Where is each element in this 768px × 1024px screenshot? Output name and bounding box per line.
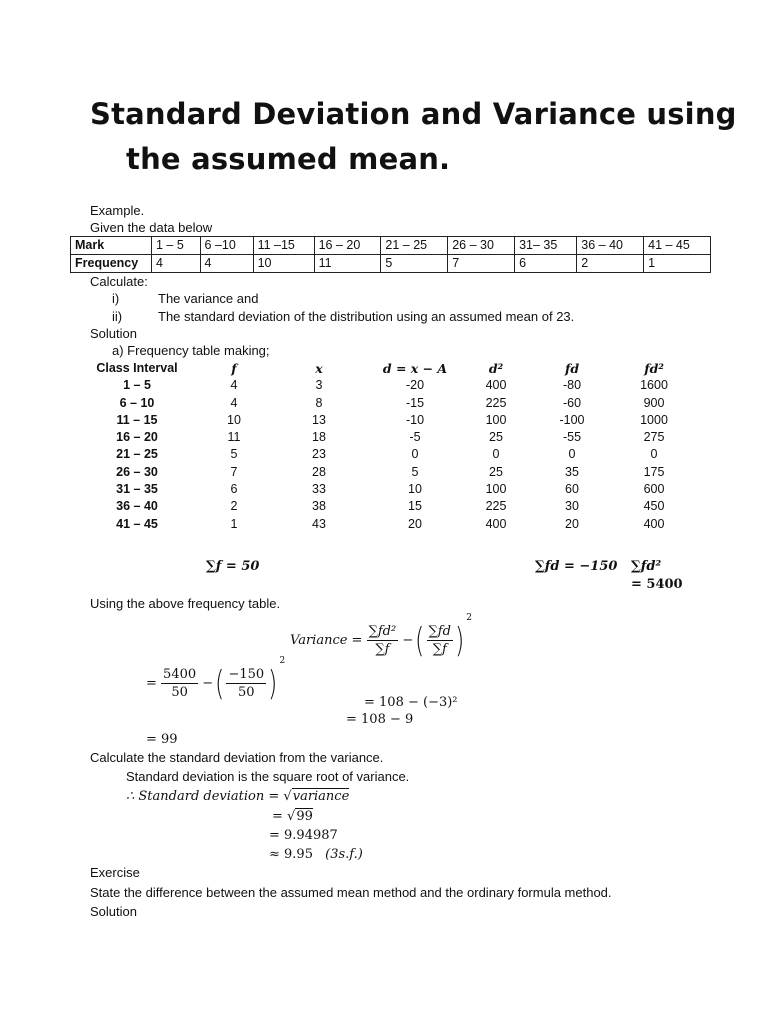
header-fd: fd: [564, 361, 580, 376]
d-cell: 10: [408, 482, 422, 497]
sd-sig-figs: (3s.f.): [325, 847, 363, 862]
fraction-5400-50: [161, 666, 198, 701]
part-a-label: a) Frequency table making;: [112, 343, 270, 358]
mark-cell: 31– 35: [515, 237, 577, 255]
fd-cell: -100: [559, 412, 585, 427]
x-cell: 28: [312, 464, 326, 479]
fd2-cell: 600: [643, 482, 665, 497]
sum-fd: ∑fd = −150: [535, 559, 618, 574]
frequency-cell: 7: [448, 255, 515, 273]
page-title-line1: Standard Deviation and Variance using: [90, 97, 737, 131]
fd-cell: -55: [562, 430, 582, 445]
d-cell: 15: [408, 499, 422, 514]
sd-approx-value: ≈ 9.95: [269, 847, 313, 862]
marks-row: [71, 237, 711, 255]
sqrt-icon: √: [283, 789, 292, 804]
d-cell: -20: [405, 378, 425, 393]
variance-step: = 108 − (−3)²: [364, 695, 458, 710]
f-cell: 1: [230, 516, 238, 531]
f-cell: 6: [230, 482, 238, 497]
header-x: x: [315, 361, 323, 376]
fd-cell: 35: [565, 464, 579, 479]
calculate-item-num: i): [112, 291, 120, 306]
variance-lhs: Variance =: [290, 633, 363, 648]
frequency-row: [71, 255, 711, 273]
header-fd2: fd²: [644, 361, 664, 376]
frequency-table-row: [94, 429, 694, 446]
class-interval-cell: 16 – 20: [116, 430, 158, 445]
mark-cell: 26 – 30: [448, 237, 515, 255]
d2-cell: 225: [485, 395, 507, 410]
calculate-item-num: ii): [112, 309, 123, 324]
using-text: Using the above frequency table.: [90, 596, 281, 611]
f-cell: 5: [230, 447, 238, 462]
frequency-table-row: [94, 464, 694, 481]
mark-cell: 1 – 5: [152, 237, 201, 255]
fraction-numerator: ∑fd²: [368, 624, 397, 639]
frequency-cell: 2: [577, 255, 644, 273]
x-cell: 38: [312, 499, 326, 514]
exercise-label: Exercise: [90, 865, 140, 880]
d-cell: 20: [408, 516, 422, 531]
frequency-cell: 4: [200, 255, 253, 273]
d-cell: 5: [411, 464, 419, 479]
frequency-table-header: [94, 360, 694, 377]
solution-label: Solution: [90, 326, 137, 341]
frequency-cell: 10: [253, 255, 314, 273]
x-cell: 23: [312, 447, 326, 462]
mark-cell: 11 –15: [253, 237, 314, 255]
d2-cell: 100: [485, 482, 507, 497]
header-d: d = x − A: [382, 361, 448, 376]
calc-sd-text: Calculate the standard deviation from the variance.: [90, 750, 384, 765]
x-cell: 13: [312, 412, 326, 427]
class-interval-cell: 31 – 35: [116, 482, 158, 497]
header-class-interval: Class Interval: [96, 361, 178, 375]
fraction-sumfd2-sumf: [367, 623, 399, 658]
fd-cell: -80: [562, 378, 582, 393]
fraction-denominator: ∑f: [432, 642, 447, 657]
fd-cell: -60: [562, 395, 582, 410]
class-interval-cell: 36 – 40: [116, 499, 158, 514]
sd-root-text: Standard deviation is the square root of variance.: [126, 769, 410, 784]
fd2-cell: 400: [643, 516, 665, 531]
d2-cell: 225: [485, 499, 507, 514]
example-label: Example.: [90, 203, 145, 218]
frequency-table-row: [94, 516, 694, 533]
calculate-item-text: The variance and: [158, 291, 259, 306]
variance-substitution: = $\frac{5400}{50}$ −( $\frac{-150}{50}$ )$^2$: [146, 656, 286, 704]
d2-cell: 25: [489, 430, 503, 445]
fd2-cell: 450: [643, 499, 665, 514]
sum-f: ∑f = 50: [206, 559, 260, 574]
fd2-cell: 175: [643, 464, 665, 479]
x-cell: 33: [312, 482, 326, 497]
fd2-cell: 1000: [640, 412, 668, 427]
variance-formula: Variance = $\frac{\text{∑fd²}}{\sum f}$ −( $\frac{\sum fd}{\sum f}$ )$^2$: [290, 613, 472, 661]
sd-step-sqrt: = √99: [272, 809, 313, 824]
frequency-table-row: [94, 377, 694, 394]
d-cell: -15: [405, 395, 425, 410]
fd-cell: 60: [565, 482, 579, 497]
d2-cell: 100: [485, 412, 507, 427]
frequency-table-row: [94, 412, 694, 429]
frequency-table-row: [94, 395, 694, 412]
f-cell: 2: [230, 499, 238, 514]
f-cell: 4: [230, 378, 238, 393]
f-cell: 11: [227, 430, 241, 445]
x-cell: 3: [315, 378, 323, 393]
fraction-numerator: ∑fd: [428, 624, 451, 639]
exercise-solution-label: Solution: [90, 904, 137, 919]
given-data-table: [70, 236, 711, 273]
exercise-text: State the difference between the assumed mean method and the ordinary formula method.: [90, 885, 612, 900]
frequency-table: [94, 360, 694, 533]
mark-label: Mark: [71, 237, 152, 255]
f-cell: 10: [227, 412, 241, 427]
header-f: f: [231, 361, 237, 376]
fraction-denominator: ∑f: [375, 642, 390, 657]
sd-formula: [126, 789, 349, 804]
fd2-cell: 0: [650, 447, 658, 462]
x-cell: 43: [312, 516, 326, 531]
f-cell: 7: [230, 464, 238, 479]
d-cell: -5: [409, 430, 421, 445]
sd-approx: [269, 847, 363, 862]
calculate-item-text: The standard deviation of the distribution using an assumed mean of 23.: [158, 309, 575, 324]
fraction-numerator: 5400: [163, 667, 197, 682]
d2-cell: 400: [485, 378, 507, 393]
fraction-numerator: −150: [228, 667, 265, 682]
d2-cell: 25: [489, 464, 503, 479]
class-interval-cell: 26 – 30: [116, 464, 158, 479]
fraction-denominator: 50: [238, 685, 255, 700]
class-interval-cell: 21 – 25: [116, 447, 158, 462]
variance-step: = 108 − 9: [346, 712, 414, 727]
sum-fd2-value: = 5400: [631, 577, 683, 592]
class-interval-cell: 1 – 5: [123, 378, 151, 393]
mark-cell: 21 – 25: [381, 237, 448, 255]
given-text: Given the data below: [90, 220, 213, 235]
mark-cell: 6 –10: [200, 237, 253, 255]
fd-cell: 20: [565, 516, 579, 531]
class-interval-cell: 6 – 10: [119, 395, 155, 410]
variance-result: = 99: [146, 732, 178, 747]
x-cell: 8: [315, 395, 323, 410]
calculate-label: Calculate:: [90, 274, 148, 289]
mark-cell: 16 – 20: [314, 237, 381, 255]
frequency-cell: 5: [381, 255, 448, 273]
fd2-cell: 900: [643, 395, 665, 410]
fd2-cell: 1600: [640, 378, 668, 393]
class-interval-cell: 41 – 45: [116, 516, 158, 531]
class-interval-cell: 11 – 15: [116, 412, 158, 427]
d2-cell: 0: [492, 447, 500, 462]
sd-step: = 9.94987: [269, 828, 338, 843]
fd2-cell: 275: [643, 430, 665, 445]
fraction-neg150-50: [226, 666, 266, 701]
sd-step-radicand: 99: [296, 809, 313, 824]
frequency-cell: 1: [644, 255, 711, 273]
x-cell: 18: [312, 430, 326, 445]
frequency-table-row: [94, 481, 694, 498]
fraction-sumfd-sumf: [427, 623, 453, 658]
header-d2: d²: [488, 361, 504, 376]
frequency-cell: 4: [152, 255, 201, 273]
d2-cell: 400: [485, 516, 507, 531]
mark-cell: 36 – 40: [577, 237, 644, 255]
sd-lhs: ∴ Standard deviation =: [126, 789, 280, 804]
frequency-label: Frequency: [71, 255, 152, 273]
fd-cell: 0: [568, 447, 576, 462]
frequency-table-row: [94, 498, 694, 515]
sd-radicand: variance: [292, 789, 350, 804]
frequency-cell: 11: [314, 255, 381, 273]
d-cell: -10: [405, 412, 425, 427]
frequency-cell: 6: [515, 255, 577, 273]
fraction-denominator: 50: [171, 685, 188, 700]
frequency-table-row: [94, 446, 694, 463]
fd-cell: 30: [565, 499, 579, 514]
d-cell: 0: [411, 447, 419, 462]
f-cell: 4: [230, 395, 238, 410]
mark-cell: 41 – 45: [644, 237, 711, 255]
page-title-line2: the assumed mean.: [126, 142, 451, 176]
sum-fd2-symbol: ∑fd²: [631, 559, 662, 574]
